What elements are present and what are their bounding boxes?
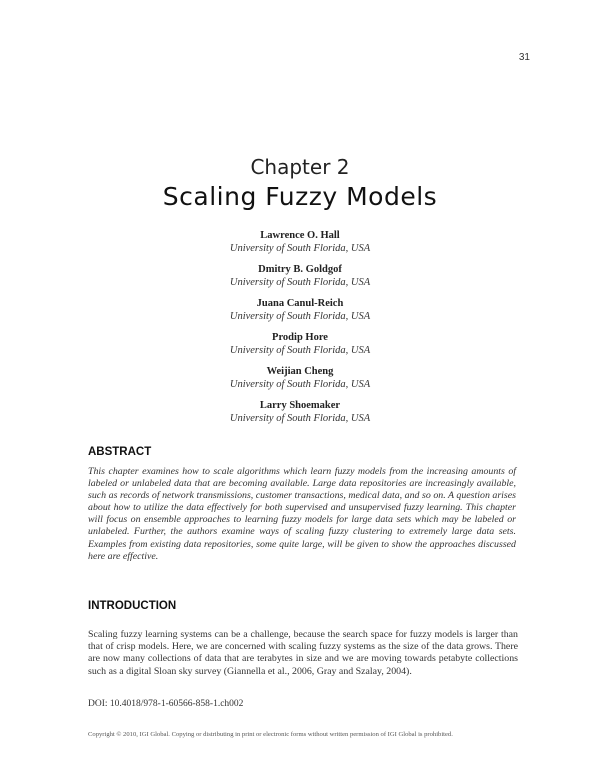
page-number: 31	[518, 52, 530, 63]
chapter-label: Chapter 2	[250, 155, 350, 179]
author-list	[0, 229, 600, 433]
author-block	[0, 365, 600, 399]
author-block	[0, 399, 600, 433]
abstract-heading: ABSTRACT	[88, 446, 152, 458]
doi-line: DOI: 10.4018/978-1-60566-858-1.ch002	[88, 699, 244, 709]
abstract-text: This chapter examines how to scale algorithms which learn fuzzy models from the increasing amounts of labeled or unlabeled data that are becoming available. Large data repositories are increasingly available, such as records of network transmissions, customer transactions, medical data, and so on. A question arises about how to utilize the data effectively for both supervised and unsupervised fuzzy learning. This chapter will focus on ensemble approaches to learning fuzzy models for large data sets which may be labeled or unlabeled. Further, the authors examine ways of scaling fuzzy clustering to extremely large data sets. Examples from existing data repositories, some quite large, will be given to show the approaches discussed here are effective.	[88, 466, 516, 562]
author-affiliation: University of South Florida, USA	[229, 379, 371, 390]
author-affiliation: University of South Florida, USA	[229, 413, 371, 424]
author-block	[0, 229, 600, 263]
author-name: Juana Canul-Reich	[256, 298, 344, 309]
introduction-text: Scaling fuzzy learning systems can be a challenge, because the search space for fuzzy models is larger than that of crisp models. Here, we are concerned with scaling fuzzy systems as the size of the data grows. There are now many collections of data that are terabytes in size and we are moving towards petabyte collections such as a digital Sloan sky survey (Giannella et al., 2006, Gray and Szalay, 2004).	[88, 629, 518, 677]
copyright-notice: Copyright © 2010, IGI Global. Copying or distributing in print or electronic forms without written permission of IGI Global is prohibited.	[88, 731, 453, 738]
author-name: Larry Shoemaker	[259, 400, 341, 411]
author-block	[0, 297, 600, 331]
author-affiliation: University of South Florida, USA	[229, 243, 371, 254]
author-block	[0, 263, 600, 297]
author-name: Dmitry B. Goldgof	[258, 264, 342, 275]
author-affiliation: University of South Florida, USA	[229, 311, 371, 322]
author-name: Lawrence O. Hall	[260, 230, 340, 241]
author-block	[0, 331, 600, 365]
author-name: Prodip Hore	[272, 332, 328, 343]
author-affiliation: University of South Florida, USA	[229, 345, 371, 356]
introduction-heading: INTRODUCTION	[88, 600, 177, 612]
chapter-title: Scaling Fuzzy Models	[162, 182, 438, 211]
author-affiliation: University of South Florida, USA	[229, 277, 371, 288]
author-name: Weijian Cheng	[266, 366, 334, 377]
